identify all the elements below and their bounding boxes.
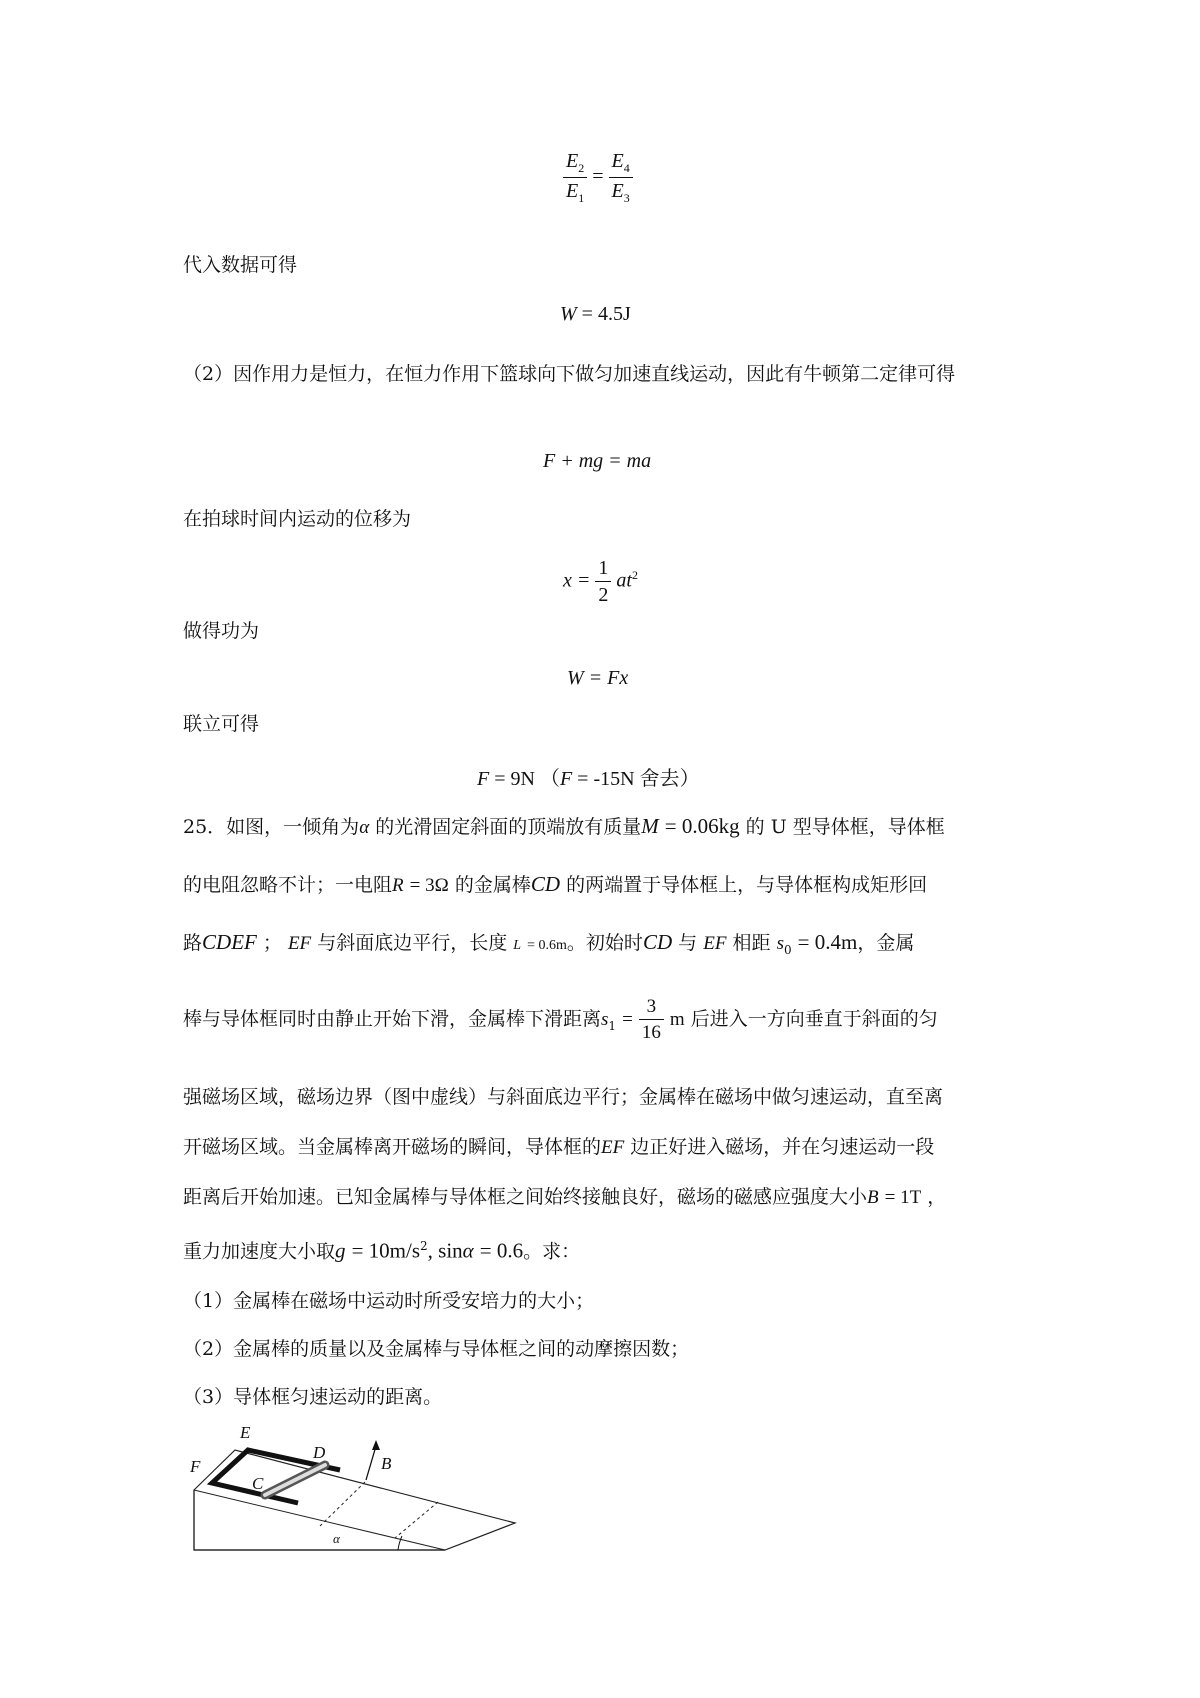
q25-line-3: 路CDEF ； EF 与斜面底边平行，长度 L = 0.6m。初始时CD 与 EF 相距 $s_0 = 0.4m$，金属	[183, 930, 915, 957]
q25-line-5: 强磁场区域，磁场边界（图中虚线）与斜面底边平行；金属棒在磁场中做匀速运动，直至离	[183, 1086, 944, 1108]
b-field-arrowhead	[372, 1440, 380, 1450]
equation-work-value: W = 4.5J	[560, 303, 631, 325]
label-f: F	[190, 1457, 201, 1476]
text-work-done: 做得功为	[183, 620, 260, 642]
label-c: C	[252, 1474, 264, 1493]
q25-subquestion-3: （3）导体框匀速运动的距离。	[183, 1386, 443, 1408]
equation-force-result: F = 9N （F = -15N 舍去）	[477, 768, 700, 790]
incline-figure	[190, 1410, 530, 1580]
q25-line-8: 重力加速度大小取$g = 10m/s^2$, sinα = 0.6。求：	[183, 1238, 581, 1263]
label-alpha: α	[333, 1531, 340, 1546]
q25-line-2: 的电阻忽略不计；一电阻R = 3Ω 的金属棒CD 的两端置于导体框上，与导体框构成矩形回	[183, 872, 928, 896]
incline-slope	[194, 1450, 515, 1550]
q25-line-6: 开磁场区域。当金属棒离开磁场的瞬间，导体框的EF 边正好进入磁场，并在匀速运动一段	[183, 1136, 935, 1158]
label-b: B	[381, 1454, 392, 1473]
q25-line-1: 25．如图，一倾角为α 的光滑固定斜面的顶端放有质量M = 0.06kg 的 U 型导体框，导体框	[183, 814, 945, 838]
equation-displacement: x = $\frac{1}{2}$ $at^2$	[563, 557, 638, 606]
q25-line-7: 距离后开始加速。已知金属棒与导体框之间始终接触良好，磁场的磁感应强度大小B = 1T ，	[183, 1186, 947, 1208]
equation-newton-second-law: F + mg = ma	[543, 450, 652, 472]
equation-work-force: W = Fx	[567, 667, 629, 689]
q25-line-4: 棒与导体框同时由静止开始下滑，金属棒下滑距离$s_1$ = $\frac{3}{16}$ m 后进入一方向垂直于斜面的匀	[183, 996, 938, 1043]
text-substitute-data: 代入数据可得	[183, 254, 298, 276]
q25-subquestion-2: （2）金属棒的质量以及金属棒与导体框之间的动摩擦因数；	[183, 1338, 690, 1360]
label-d: D	[313, 1443, 326, 1462]
text-part2-intro: （2）因作用力是恒力，在恒力作用下篮球向下做匀加速直线运动，因此有牛顿第二定律可得	[183, 363, 956, 385]
text-displacement: 在拍球时间内运动的位移为	[183, 508, 412, 530]
q25-subquestion-1: （1）金属棒在磁场中运动时所受安培力的大小；	[183, 1290, 595, 1312]
b-field-arrow	[366, 1446, 376, 1480]
equation-energy-ratio: $\frac{E_2}{E_1}$ = $\frac{E_4}{E_3}$	[563, 150, 633, 206]
text-combine: 联立可得	[183, 713, 260, 735]
label-e: E	[240, 1423, 251, 1442]
